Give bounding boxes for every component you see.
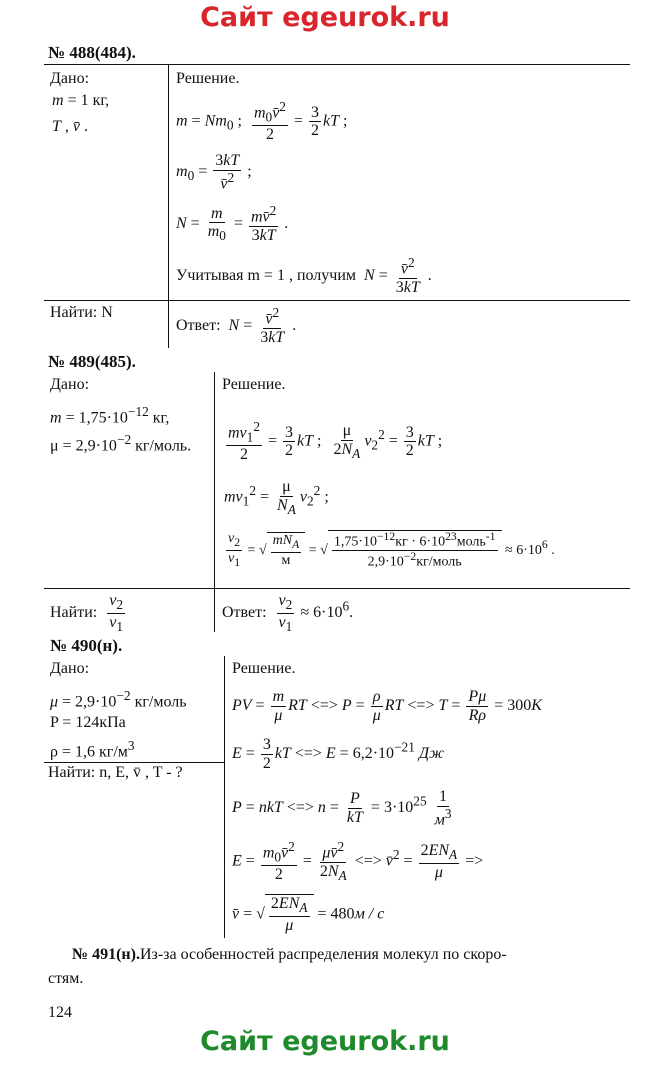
divider (44, 64, 630, 65)
answer-line: Ответ: N = $\frac{v̄^2}{3kT}$ . (176, 305, 297, 346)
formula-line: PV = $\frac{m}{\mu}$ RT <=> P = $\frac{\rho}{\mu}$ RT <=> T = $\frac{P\mu}{R\rho}$ = 300K (232, 688, 542, 724)
given-label: Дано: (50, 660, 90, 677)
given-item: $m = 1,75\cdot 10^{-12}$ кг, (50, 404, 170, 427)
problem-489-title: № 489(485). (48, 352, 136, 371)
page-number: 124 (48, 1004, 72, 1021)
formula-line: E = $\frac{m_0v̄^2}{2}$ = $\frac{\mu v̄^2}{2N_A}$ <=> v̄$^2$ = $\frac{2EN_A}{\mu}$ => (232, 839, 484, 884)
problem-488-title: № 488(484). (48, 43, 136, 62)
given-item: $\mu = 2,9\cdot 10^{-2}$ кг/моль (50, 688, 187, 711)
given-item: P = 124кПа (50, 714, 126, 731)
problem-491-text-cont: стям. (48, 970, 84, 987)
site-watermark-bottom: Сайт egeurok.ru (200, 1026, 450, 1057)
given-item: $\mu = 2,9\cdot 10^{-2}$ кг/моль. (50, 432, 192, 455)
divider (214, 372, 215, 632)
divider (44, 300, 630, 301)
formula-line: $mv_1^2$ = $\frac{\mu}{N_A}$ $v_2^2$ ; (224, 478, 329, 517)
given-label: Дано: (50, 376, 90, 393)
formula-line: $m = Nm_0$ ; $\frac{m_0v̄^2}{2}$ = $\frac{3}{2}$ kT ; (176, 99, 348, 144)
given-label: Дано: (50, 70, 90, 87)
solution-label: Решение. (232, 660, 296, 677)
solution-label: Решение. (222, 376, 286, 393)
site-watermark-top: Сайт egeurok.ru (200, 2, 450, 33)
formula-line: $\frac{v_2}{v_1}$ = √ $\frac{mN_A}{м}$ = √ $\frac{1,75\cdot 10^{-12}кг \cdot 6\cdot 10^{23}моль^{-1}}{2,9\cdot 10^{-2}кг/моль}$ ≈ $6\cdot 10^6$ . (228, 530, 555, 570)
formula-line: $m_0$ = $\frac{3kT}{v̄^2}$ ; (176, 152, 252, 192)
formula-line: $\frac{mv_1^2}{2}$ = $\frac{3}{2}$ kT ; $\frac{\mu}{2N_A}$ $v_2^2$ = $\frac{3}{2}$ kT ; (228, 419, 443, 464)
formula-line: N = $\frac{m}{m_0}$ = $\frac{mv̄^2}{3kT}$ . (176, 203, 289, 244)
formula-line: P = nkT <=> n = $\frac{P}{kT}$ = $3\cdot 10^{25}$ $\frac{1}{м^3}$ (232, 788, 452, 828)
divider (44, 588, 630, 589)
divider (168, 64, 169, 348)
find-label: Найти: n, E, v̄ , T - ? (48, 764, 183, 781)
formula-line: v̄ = √ $\frac{2EN_A}{\mu}$ = 480м / с (232, 895, 385, 934)
divider (224, 656, 225, 938)
problem-490-title: № 490(н). (50, 636, 123, 655)
formula-line: E = $\frac{3}{2}$ kT <=> $E = 6,2\cdot 10^{-21}$ Дж (232, 736, 444, 772)
find-label: Найти: N (50, 304, 113, 321)
divider (44, 762, 224, 763)
find-label: Найти: $\frac{v_2}{v_1}$ (50, 592, 123, 635)
formula-line: Учитывая m = 1 , получим N = $\frac{v̄^2}{3kT}$ . (176, 255, 432, 296)
answer-line: Ответ: $\frac{v_2}{v_1}$ ≈ $6\cdot 10^6$. (222, 592, 354, 635)
given-item: ρ = 1,6 $кг/м^3$ (50, 738, 135, 761)
problem-491-text: № 491(н).Из-за особенностей распределения молекул по скоро- (72, 946, 507, 963)
solution-label: Решение. (176, 70, 240, 87)
